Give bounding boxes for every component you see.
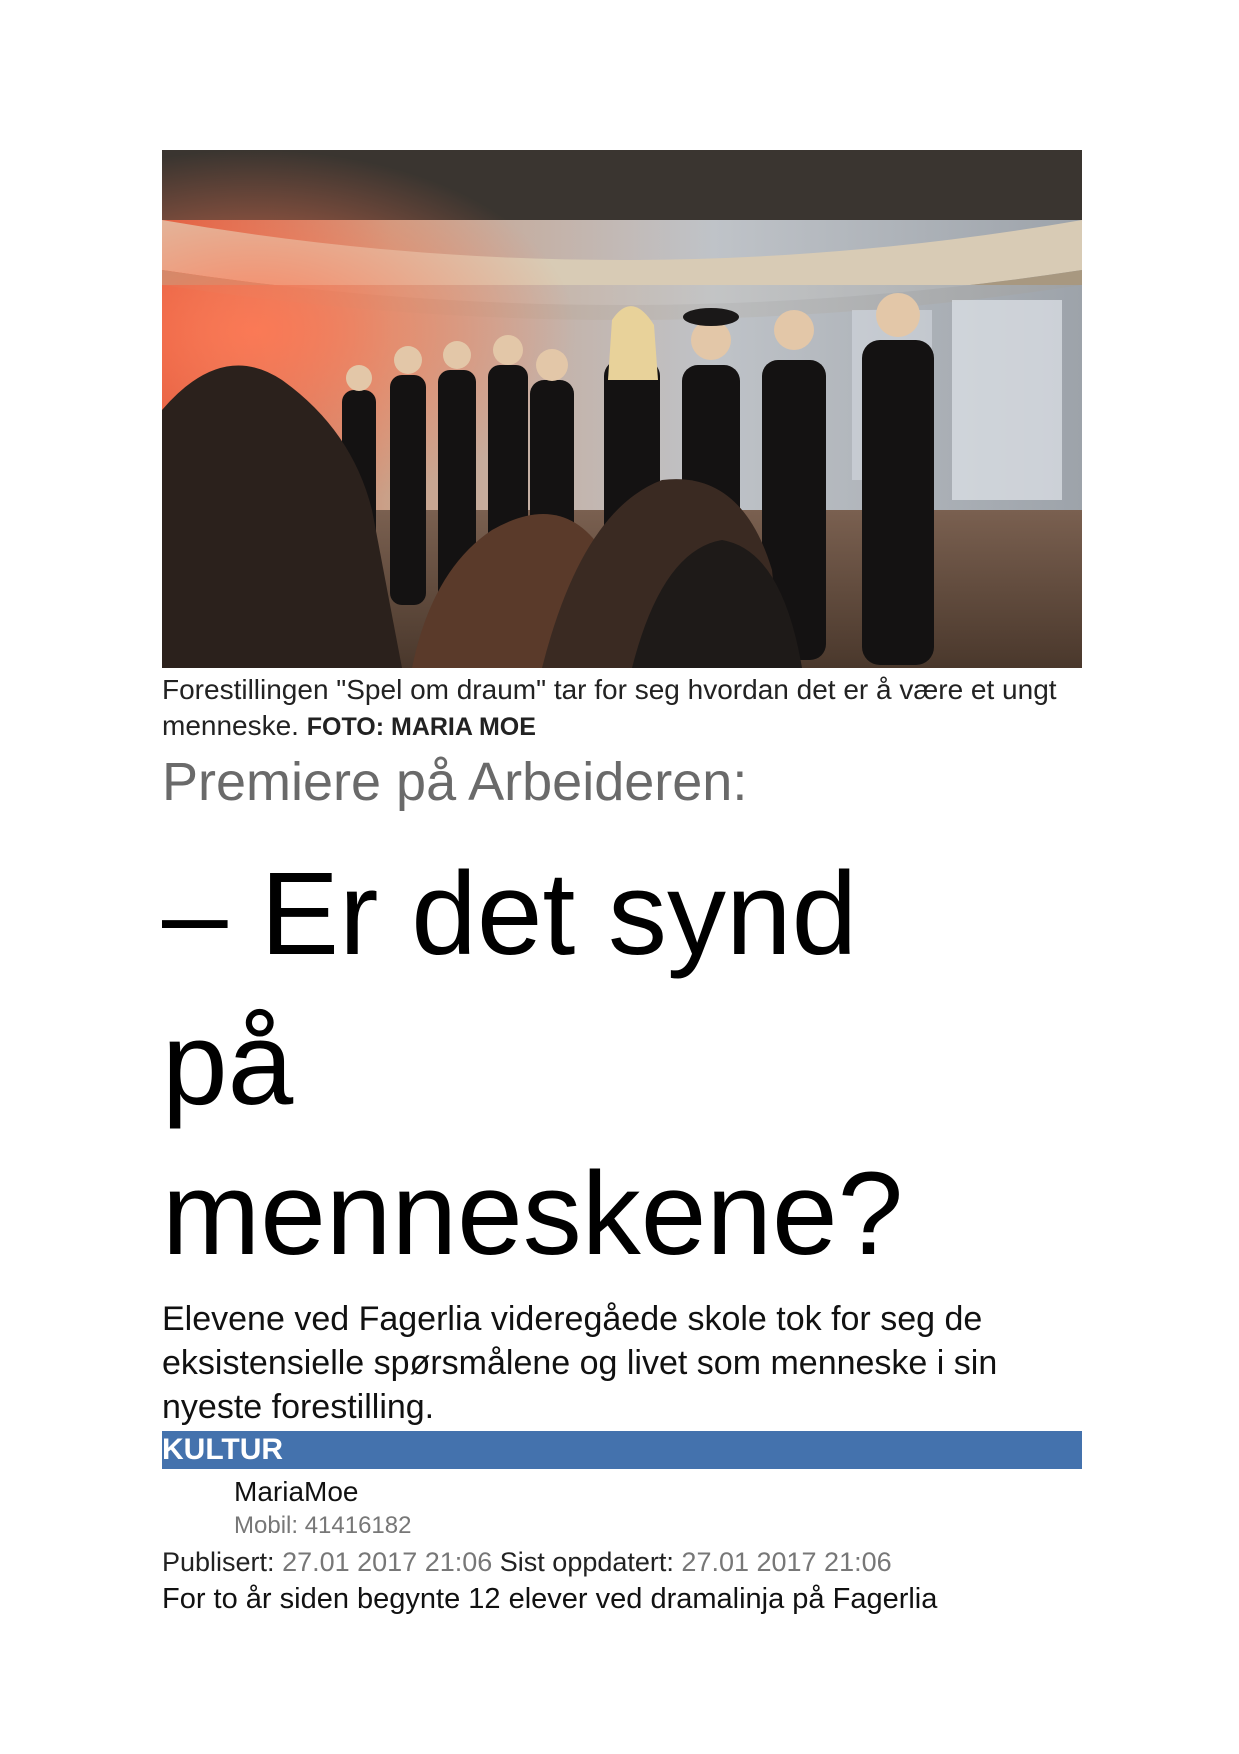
- article-photo: [162, 150, 1082, 668]
- author-phone: Mobil: 41416182: [234, 1512, 412, 1539]
- article-body: For to år siden begynte 12 elever ved dramalinja på Fagerlia: [162, 1583, 938, 1615]
- byline: [234, 1475, 1082, 1543]
- publish-dates: [162, 1545, 1082, 1579]
- ingress: Elevene ved Fagerlia videregåede skole tok for seg de eksistensielle spørsmålene og livet som menneske i sin nyeste forestilling.: [162, 1300, 998, 1426]
- headline: – Er det synd på menneskene?: [162, 848, 904, 1280]
- caption-text: Forestillingen "Spel om draum" tar for seg hvordan det er å være et ungt menneske.: [162, 674, 1057, 741]
- photo-caption: [162, 672, 1082, 745]
- kicker: Premiere på Arbeideren:: [162, 752, 748, 812]
- performers-on-stage-photo: [162, 150, 1082, 668]
- author-name[interactable]: MariaMoe: [234, 1476, 359, 1507]
- published-date: 27.01 2017 21:06: [282, 1547, 493, 1577]
- updated-date: 27.01 2017 21:06: [681, 1547, 892, 1577]
- photo-credit: FOTO: MARIA MOE: [306, 713, 536, 741]
- article: [162, 150, 1082, 1617]
- section-label[interactable]: KULTUR: [162, 1431, 1082, 1469]
- published-label: Publisert:: [162, 1547, 275, 1577]
- updated-label: Sist oppdatert:: [499, 1547, 674, 1577]
